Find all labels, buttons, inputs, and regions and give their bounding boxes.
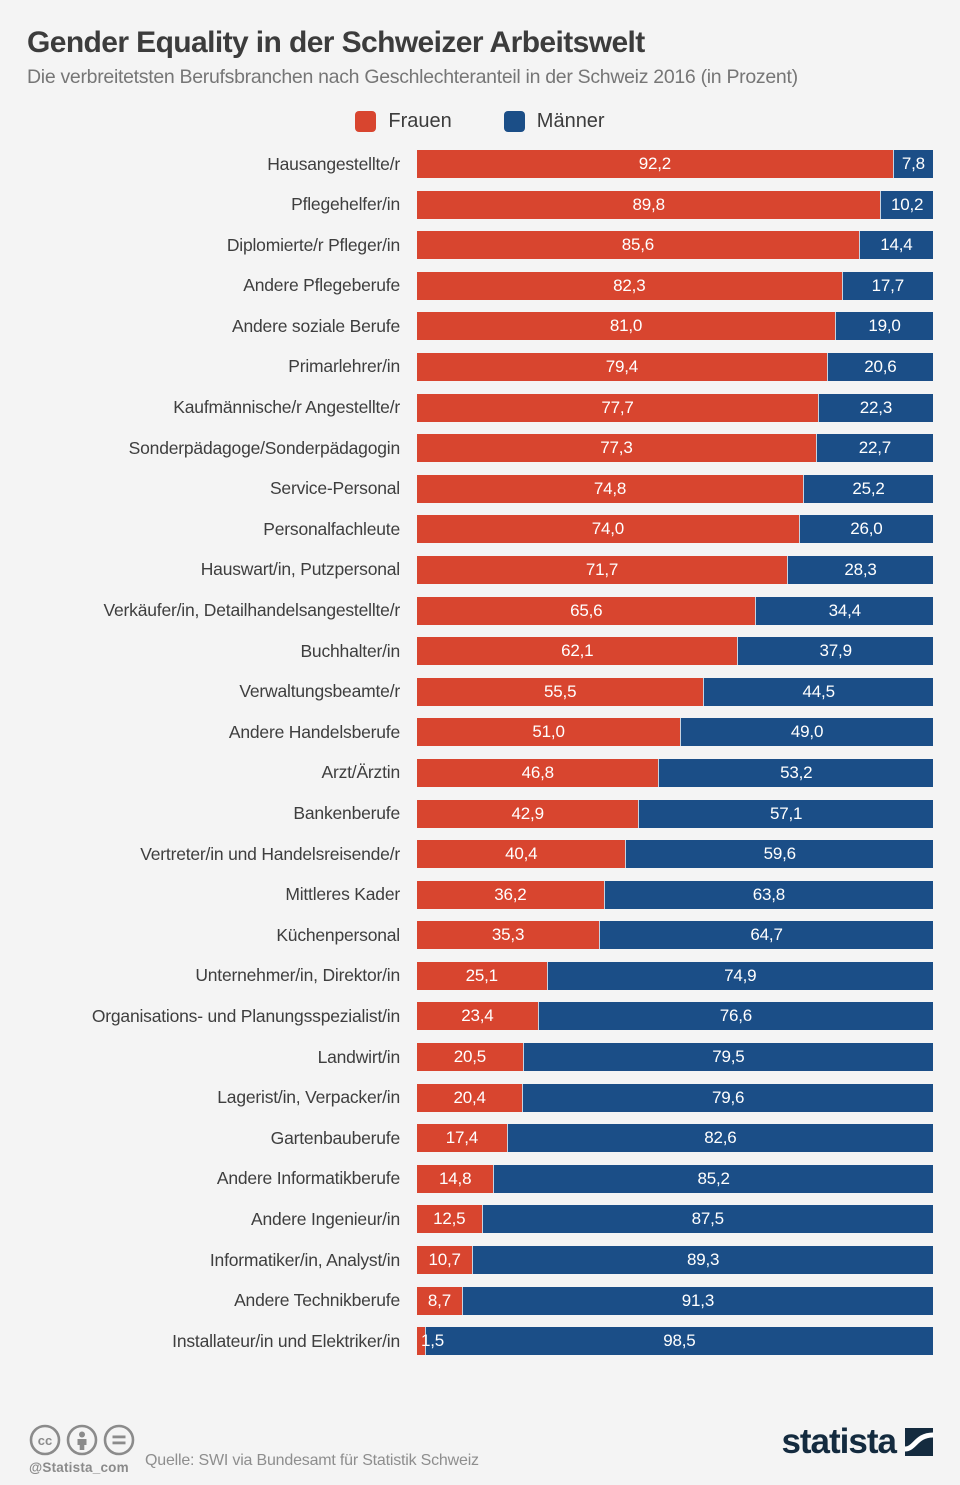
maenner-bar-segment [835,312,933,340]
frauen-value-label: 25,1 [465,965,498,985]
frauen-value-label: 23,4 [461,1006,494,1026]
frauen-value-label: 81,0 [609,316,643,336]
frauen-value-label: 17,4 [445,1128,479,1148]
maenner-bar-segment [462,1287,933,1315]
maenner-bar-segment [803,475,933,503]
maenner-bar-segment [493,1165,933,1193]
chart-row [0,1327,960,1355]
maenner-bar-segment [703,678,933,706]
bar-group [417,759,933,787]
maenner-bar-segment [538,1002,933,1030]
attribution-person-icon [66,1424,98,1456]
chart-row [0,1287,960,1315]
frauen-bar-segment [417,921,599,949]
category-label: Andere Handelsberufe [228,721,400,742]
maenner-bar-segment [425,1327,933,1355]
category-label: Hausangestellte/r [267,153,400,174]
frauen-value-label: 1,5 [421,1331,445,1351]
maenner-bar-segment [893,150,933,178]
bar-group [417,840,933,868]
bar-group [417,475,933,503]
stacked-bar-chart [0,150,960,1355]
source-text: Quelle: SWI via Bundesamt für Statistik Schweiz [145,1452,479,1469]
chart-row [0,637,960,665]
bar-group [417,1002,933,1030]
maenner-value-label: 59,6 [763,844,796,864]
chart-row [0,718,960,746]
legend-item-maenner [504,110,605,133]
category-label: Vertreter/in und Handelsreisende/r [140,843,400,864]
maenner-bar-segment [737,637,933,665]
frauen-value-label: 89,8 [632,194,665,214]
maenner-value-label: 34,4 [828,600,861,620]
frauen-value-label: 40,4 [505,844,538,864]
maenner-value-label: 79,5 [712,1047,745,1067]
frauen-bar-segment [417,597,755,625]
bar-group [417,597,933,625]
maenner-bar-segment [604,881,933,909]
maenner-value-label: 57,1 [770,803,803,823]
bar-group [417,800,933,828]
category-label: Lagerist/in, Verpacker/in [217,1087,400,1108]
maenner-value-label: 25,2 [852,478,885,498]
maenner-value-label: 49,0 [790,722,824,742]
frauen-value-label: 85,6 [621,235,654,255]
category-label: Service-Personal [269,478,400,499]
bar-group [417,515,933,543]
category-label: Kaufmännische/r Angestellte/r [173,397,400,418]
maenner-bar-segment [818,394,933,422]
cc-icon [29,1424,61,1456]
maenner-value-label: 28,3 [844,559,877,579]
chart-row [0,1002,960,1030]
frauen-bar-segment [417,272,842,300]
category-label: Organisations- und Planungsspezialist/in [91,1005,400,1026]
maenner-value-label: 20,6 [864,356,897,376]
category-label: Personalfachleute [263,518,400,539]
maenner-swatch-icon [504,111,525,132]
maenner-value-label: 14,4 [880,235,913,255]
chart-row [0,1246,960,1274]
chart-row [0,962,960,990]
chart-row [0,515,960,543]
frauen-value-label: 74,8 [593,478,627,498]
maenner-value-label: 76,6 [719,1006,752,1026]
category-label: Küchenpersonal [276,924,400,945]
frauen-bar-segment [417,231,859,259]
bar-group [417,434,933,462]
bar-group [417,962,933,990]
chart-row [0,1205,960,1233]
category-label: Andere Pflegeberufe [243,275,400,296]
frauen-value-label: 10,7 [428,1250,461,1270]
maenner-value-label: 53,2 [780,762,813,782]
frauen-bar-segment [417,881,604,909]
category-label: Landwirt/in [317,1046,400,1067]
frauen-bar-segment [417,1002,538,1030]
maenner-value-label: 19,0 [868,316,901,336]
category-label: Hauswart/in, Putzpersonal [200,559,400,580]
svg-text:cc: cc [37,1433,53,1448]
maenner-bar-segment [827,353,933,381]
maenner-value-label: 10,2 [891,194,924,214]
frauen-bar-segment [417,1165,493,1193]
legend-label-frauen: Frauen [388,109,452,132]
chart-row [0,759,960,787]
maenner-value-label: 63,8 [752,884,786,904]
chart-row [0,1165,960,1193]
frauen-bar-segment [417,475,803,503]
category-label: Andere soziale Berufe [232,315,400,336]
category-label: Andere Technikberufe [234,1290,400,1311]
legend-label-maenner: Männer [536,109,605,132]
maenner-bar-segment [842,272,933,300]
chart-row [0,840,960,868]
frauen-bar-segment [417,150,893,178]
frauen-value-label: 74,0 [591,519,625,539]
maenner-value-label: 44,5 [802,681,835,701]
chart-row [0,1124,960,1152]
chart-row [0,800,960,828]
category-label: Installateur/in und Elektriker/in [172,1330,400,1351]
chart-row [0,312,960,340]
chart-row [0,231,960,259]
maenner-bar-segment [816,434,933,462]
chart-row [0,191,960,219]
bar-group [417,353,933,381]
frauen-bar-segment [417,678,703,706]
maenner-value-label: 64,7 [750,925,783,945]
category-label: Bankenberufe [293,803,400,823]
frauen-bar-segment [417,515,799,543]
chart-row [0,394,960,422]
statista-handle: @Statista_com [29,1460,129,1475]
maenner-bar-segment [625,840,933,868]
frauen-value-label: 36,2 [494,884,527,904]
chart-row [0,881,960,909]
category-label: Verkäufer/in, Detailhandelsangestellte/r [103,600,400,621]
maenner-bar-segment [523,1043,933,1071]
frauen-bar-segment [417,312,835,340]
maenner-value-label: 89,3 [686,1250,720,1270]
frauen-bar-segment [417,759,658,787]
maenner-value-label: 87,5 [691,1209,724,1229]
frauen-value-label: 35,3 [491,925,525,945]
bar-group [417,1246,933,1274]
footer [0,1408,960,1485]
bar-group [417,1165,933,1193]
maenner-bar-segment [680,718,933,746]
bar-group [417,718,933,746]
category-label: Diplomierte/r Pfleger/in [226,234,400,255]
category-label: Andere Ingenieur/in [251,1208,400,1229]
bar-group [417,191,933,219]
chart-row [0,1084,960,1112]
statista-logo-icon [905,1428,933,1456]
maenner-bar-segment [787,556,933,584]
chart-row [0,1043,960,1071]
chart-row [0,353,960,381]
bar-group [417,678,933,706]
frauen-value-label: 77,7 [601,397,634,417]
category-label: Mittleres Kader [285,884,400,905]
license-block [29,1424,135,1475]
frauen-bar-segment [417,434,816,462]
frauen-value-label: 77,3 [600,438,633,458]
category-label: Unternehmer/in, Direktor/in [195,965,400,986]
frauen-value-label: 42,9 [511,803,544,823]
maenner-value-label: 98,5 [663,1331,696,1351]
frauen-value-label: 55,5 [544,681,577,701]
frauen-bar-segment [417,1287,462,1315]
frauen-value-label: 51,0 [532,722,565,742]
page-subtitle: Die verbreitetsten Berufsbranchen nach Geschlechteranteil in der Schweiz 2016 (in Prozent) [27,66,798,88]
frauen-bar-segment [417,1246,472,1274]
bar-group [417,881,933,909]
bar-group [417,921,933,949]
frauen-value-label: 8,7 [427,1290,451,1310]
frauen-bar-segment [417,1124,507,1152]
bar-group [417,150,933,178]
category-label: Gartenbauberufe [270,1127,400,1148]
maenner-bar-segment [522,1084,933,1112]
bar-group [417,394,933,422]
frauen-bar-segment [417,800,638,828]
frauen-value-label: 82,3 [613,275,646,295]
chart-row [0,434,960,462]
bar-group [417,1287,933,1315]
category-label: Arzt/Ärztin [321,762,400,783]
frauen-value-label: 12,5 [433,1209,466,1229]
frauen-value-label: 20,4 [453,1087,486,1107]
frauen-value-label: 71,7 [585,559,619,579]
category-label: Informatiker/in, Analyst/in [209,1249,400,1270]
frauen-bar-segment [417,1084,522,1112]
category-label: Primarlehrer/in [288,356,400,377]
frauen-bar-segment [417,718,680,746]
maenner-value-label: 26,0 [850,519,883,539]
maenner-bar-segment [880,191,933,219]
frauen-bar-segment [417,191,880,219]
maenner-value-label: 91,3 [681,1290,715,1310]
maenner-value-label: 22,3 [859,397,893,417]
bar-group [417,272,933,300]
category-label: Sonderpädagoge/Sonderpädagogin [128,437,400,458]
chart-row [0,678,960,706]
legend [0,109,960,133]
frauen-value-label: 62,1 [561,641,594,661]
maenner-value-label: 74,9 [724,965,757,985]
bar-group [417,1327,933,1355]
statista-logo [781,1422,933,1462]
legend-item-frauen [355,110,451,133]
bar-group [417,231,933,259]
maenner-bar-segment [638,800,933,828]
maenner-bar-segment [507,1124,933,1152]
frauen-value-label: 14,8 [439,1168,472,1188]
no-derivatives-icon [103,1424,135,1456]
frauen-value-label: 79,4 [605,356,638,376]
maenner-bar-segment [482,1205,934,1233]
frauen-bar-segment [417,1327,445,1355]
maenner-bar-segment [755,597,933,625]
frauen-bar-segment [417,394,818,422]
category-label: Verwaltungsbeamte/r [239,681,400,702]
bar-group [417,556,933,584]
chart-row [0,150,960,178]
maenner-value-label: 82,6 [704,1128,737,1148]
category-label: Andere Informatikberufe [216,1168,400,1189]
frauen-bar-segment [417,1205,482,1233]
frauen-bar-segment [417,353,827,381]
maenner-bar-segment [658,759,933,787]
maenner-bar-segment [859,231,933,259]
chart-row [0,475,960,503]
maenner-value-label: 85,2 [697,1168,730,1188]
header [0,0,960,90]
statista-wordmark: statista [781,1422,896,1461]
maenner-bar-segment [599,921,933,949]
maenner-bar-segment [547,962,933,990]
frauen-swatch-icon [355,111,376,132]
maenner-value-label: 7,8 [901,154,925,173]
frauen-bar-segment [417,1043,523,1071]
bar-group [417,312,933,340]
chart-row [0,597,960,625]
license-icons [29,1424,135,1456]
chart-row [0,556,960,584]
maenner-value-label: 79,6 [711,1087,745,1107]
frauen-bar-segment [417,840,625,868]
maenner-value-label: 37,9 [819,641,852,661]
frauen-value-label: 65,6 [570,600,603,620]
frauen-bar-segment [417,637,737,665]
frauen-value-label: 92,2 [638,154,672,173]
frauen-bar-segment [417,556,787,584]
maenner-value-label: 17,7 [871,275,904,295]
chart-row [0,272,960,300]
bar-group [417,1124,933,1152]
frauen-value-label: 20,5 [453,1047,487,1067]
maenner-value-label: 22,7 [858,438,892,458]
bar-group [417,1205,933,1233]
bar-group [417,1043,933,1071]
frauen-bar-segment [417,962,547,990]
bar-group [417,637,933,665]
frauen-value-label: 46,8 [521,762,554,782]
category-label: Pflegehelfer/in [291,194,400,215]
category-label: Buchhalter/in [300,640,400,661]
chart-row [0,921,960,949]
maenner-bar-segment [799,515,933,543]
bar-group [417,1084,933,1112]
maenner-bar-segment [472,1246,933,1274]
page-title: Gender Equality in der Schweizer Arbeitswelt [27,26,645,59]
